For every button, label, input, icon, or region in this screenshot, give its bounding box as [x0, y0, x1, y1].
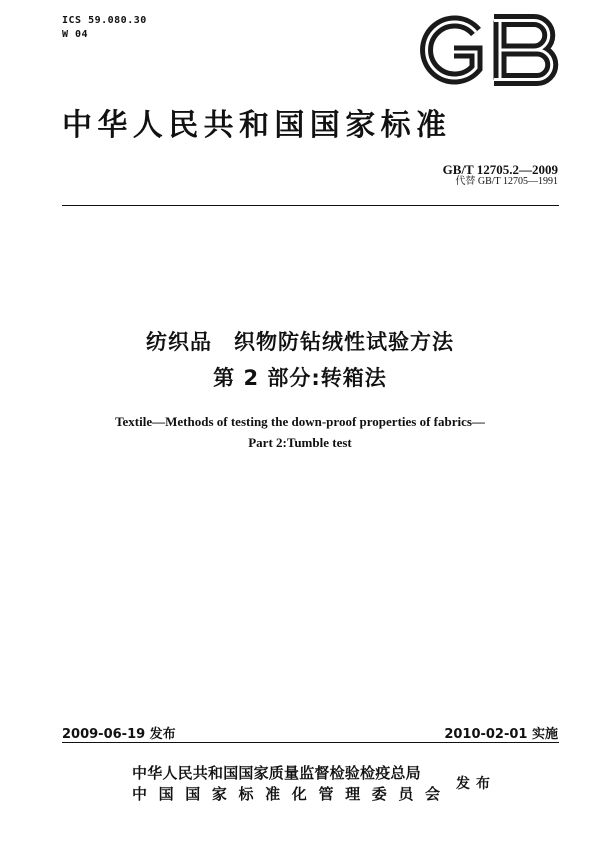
replaces-standard: 代替 GB/T 12705—1991	[455, 176, 558, 187]
gb-logo	[410, 14, 560, 86]
issue-date: 2009-06-19 发布	[62, 727, 176, 742]
header-divider	[62, 205, 559, 206]
classification-codes	[62, 14, 147, 42]
implementation-date: 2010-02-01 实施	[444, 727, 558, 742]
ccs-code: W 04	[62, 29, 89, 40]
ics-code: ICS 59.080.30	[62, 15, 147, 26]
country-standard-title: 中华人民共和国国家标准	[62, 108, 452, 143]
issuer-sac: 中国国家标准化管理委员会	[132, 785, 440, 803]
en-title-line-2: Part 2:Tumble test	[248, 435, 352, 450]
footer-divider	[62, 742, 559, 743]
publish-label: 发布	[456, 776, 496, 792]
zh-title-line-2: 第 2 部分:转箱法	[213, 366, 387, 390]
en-title-line-1: Textile—Methods of testing the down-proof properties of fabrics—	[115, 414, 485, 429]
issuer-aqsiq: 中华人民共和国国家质量监督检验检疫总局	[132, 764, 421, 782]
zh-title-line-1: 纺织品 织物防钻绒性试验方法	[146, 330, 454, 354]
standard-number: GB/T 12705.2—2009	[442, 162, 558, 177]
